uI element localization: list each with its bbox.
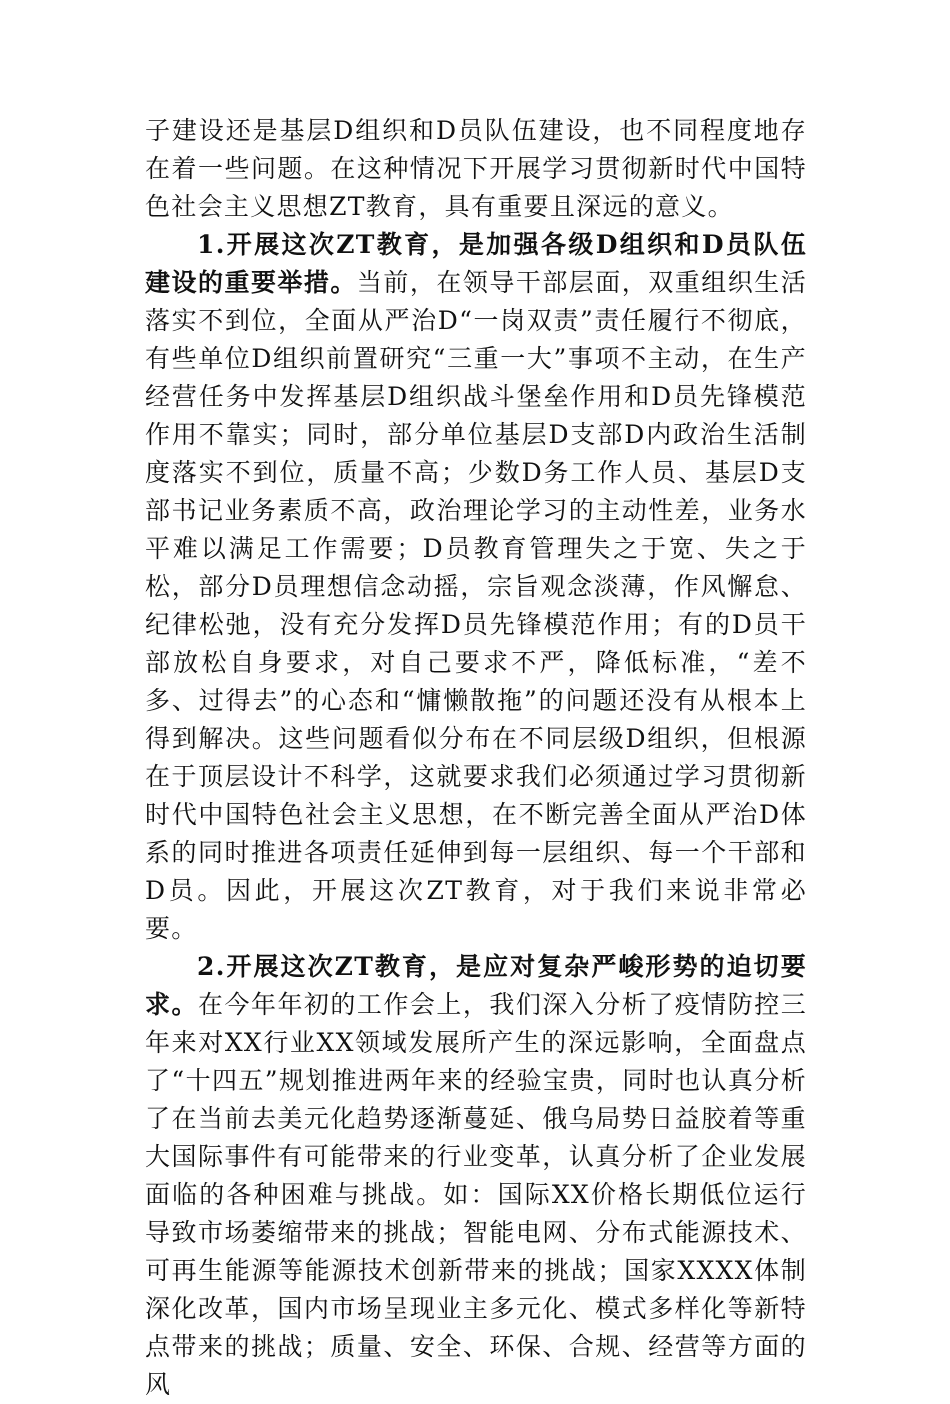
paragraph-continuation — [145, 112, 807, 226]
paragraph-text: 当前，在领导干部层面，双重组织生活落实不到位，全面从严治D“一岗双责”责任履行不彻底，有些单位D组织前置研究“三重一大”事项不主动，在生产经营任务中发挥基层D组织战斗堡垒作用和D员先锋模范作用不靠实；同时，部分单位基层D支部D内政治生活制度落实不到位，质量不高；少数D务工作人员、基层D支部书记业务素质不高，政治理论学习的主动性差，业务水平难以满足工作需要；D员教育管理失之于宽、失之于松，部分D员理想信念动摇，宗旨观念淡薄，作风懈怠、纪律松弛，没有充分发挥D员先锋模范作用；有的D员干部放松自身要求，对自己要求不严，降低标准，“差不多、过得去”的心态和“慵懒散拖”的问题还没有从根本上得到解决。这些问题看似分布在不同层级D组织，但根源在于顶层设计不科学，这就要求我们必须通过学习贯彻新时代中国特色社会主义思想，在不断完善全面从严治D体系的同时推进各项责任延伸到每一层组织、每一个干部和D员。因此，开展这次ZT教育，对于我们来说非常必要。 — [145, 268, 807, 943]
paragraph-point-1 — [145, 226, 807, 948]
paragraph-text: 在今年年初的工作会上，我们深入分析了疫情防控三年来对XX行业XX领域发展所产生的深远影响，全面盘点了“十四五”规划推进两年来的经验宝贵，同时也认真分析了在当前去美元化趋势逐渐蔓延、俄乌局势日益胶着等重大国际事件有可能带来的行业变革，认真分析了企业发展面临的各种困难与挑战。如：国际XX价格长期低位运行导致市场萎缩带来的挑战；智能电网、分布式能源技术、可再生能源等能源技术创新带来的挑战；国家XXXX体制深化改革，国内市场呈现业主多元化、模式多样化等新特点带来的挑战；质量、安全、环保、合规、经营等方面的风 — [145, 990, 807, 1399]
document-body — [145, 112, 807, 1404]
paragraph-point-2 — [145, 948, 807, 1404]
paragraph-heading: 1.开展这次ZT教育，是加强各级D组织和D员队伍建设的重要举措。 — [145, 230, 807, 297]
paragraph-heading: 2.开展这次ZT教育，是应对复杂严峻形势的迫切要求。 — [145, 952, 807, 1019]
paragraph-text: 子建设还是基层D组织和D员队伍建设，也不同程度地存在着一些问题。在这种情况下开展学习贯彻新时代中国特色社会主义思想ZT教育，具有重要且深远的意义。 — [145, 116, 807, 221]
